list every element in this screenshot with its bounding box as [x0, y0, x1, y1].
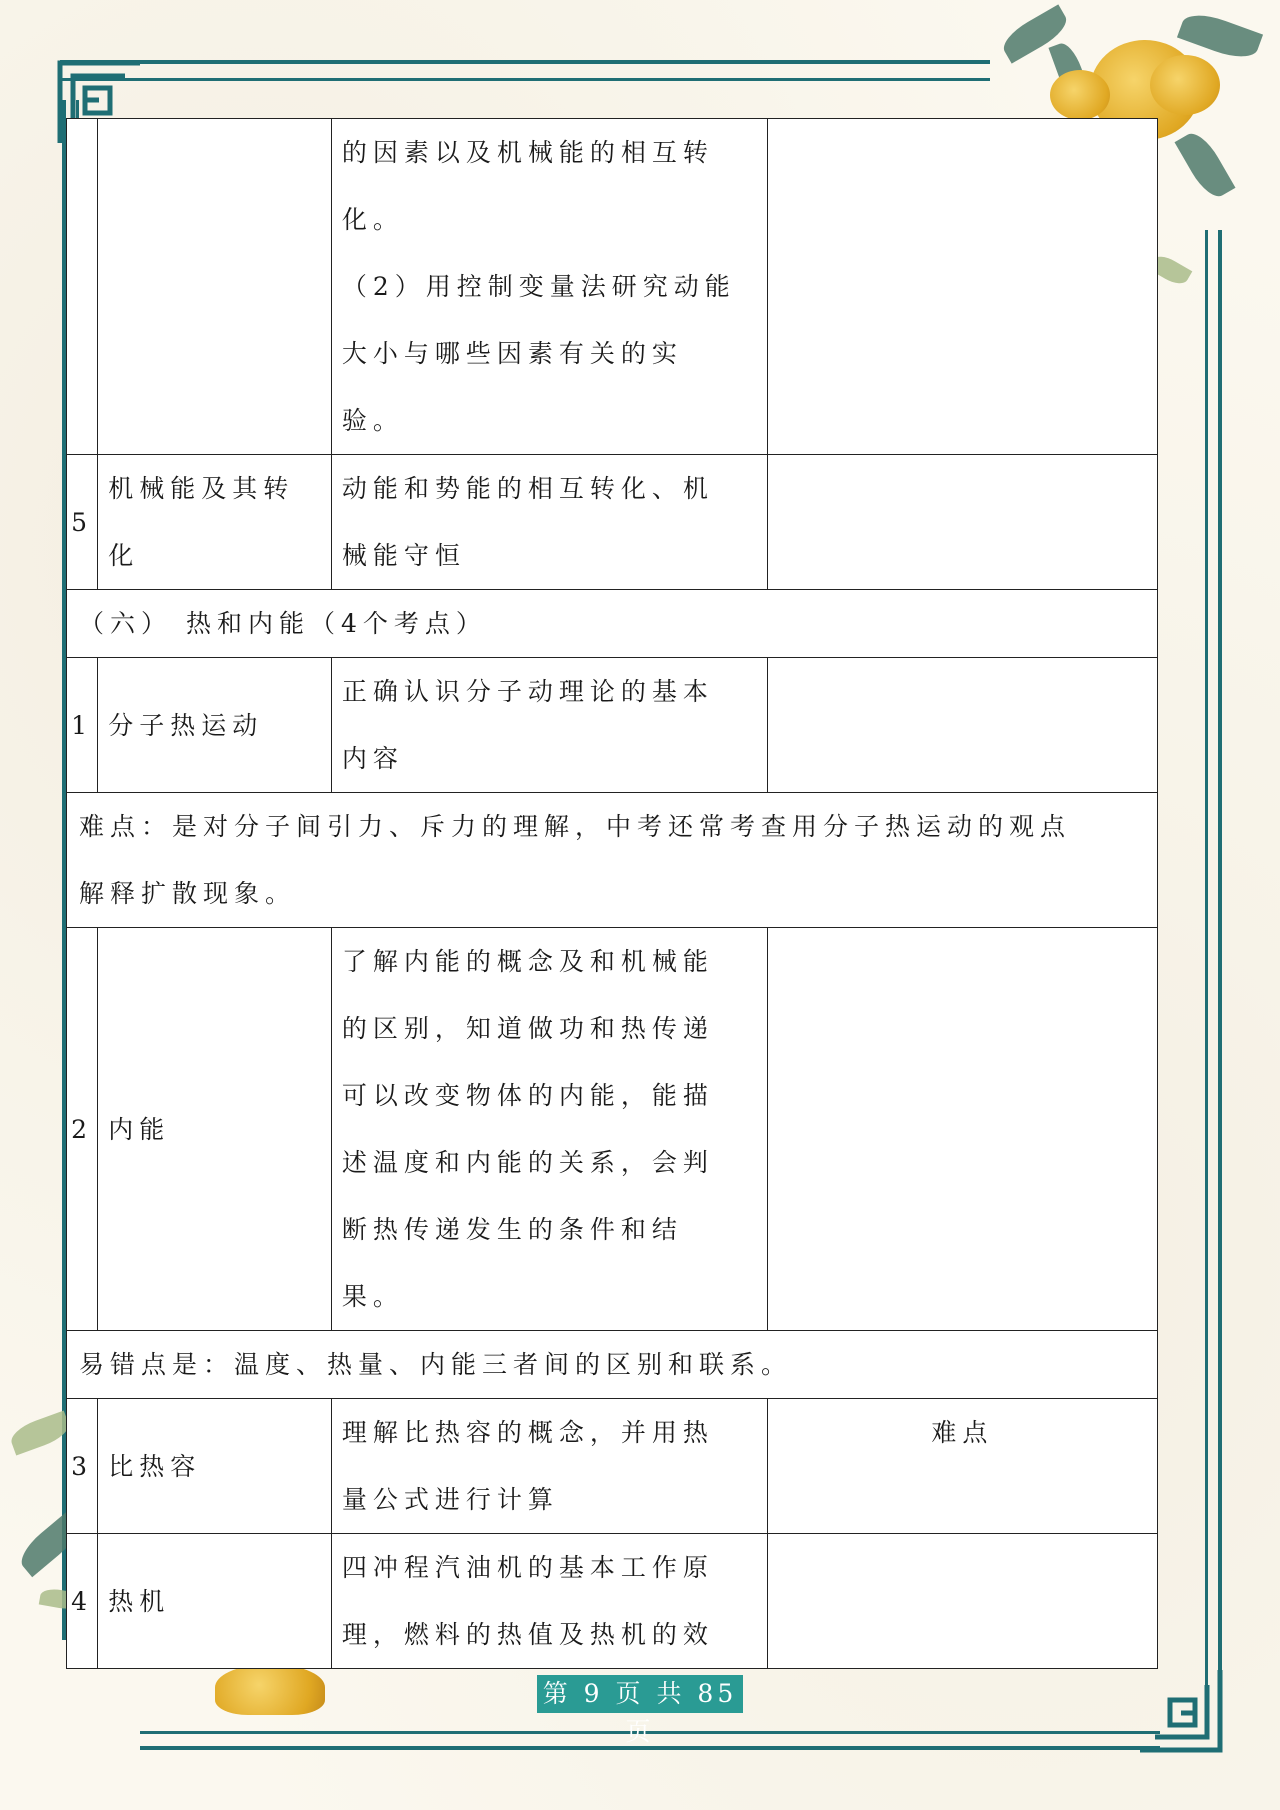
row-number-cell: 4	[67, 1534, 98, 1669]
table-row	[67, 455, 1158, 590]
requirement-cell	[331, 928, 767, 1331]
row-number-cell: 5	[67, 455, 98, 590]
requirement-line: 械能守恒	[341, 541, 466, 570]
requirement-cell	[331, 658, 767, 793]
section-header-row	[67, 590, 1158, 658]
requirement-line: 理解比热容的概念，并用热	[341, 1418, 714, 1447]
requirement-line: 化。	[341, 205, 404, 234]
note-line: 难点：是对分子间引力、斥力的理解，中考还常考查用分子热运动的观点	[79, 812, 1072, 841]
difficulty-note	[67, 793, 1158, 928]
requirement-line: 大小与哪些因素有关的实	[341, 339, 683, 368]
table-row	[67, 1399, 1158, 1534]
topic-line: 机械能及其转	[108, 474, 295, 503]
requirement-line: 的因素以及机械能的相互转	[341, 138, 714, 167]
requirement-cell	[331, 1399, 767, 1534]
requirement-cell	[331, 1534, 767, 1669]
table-row	[67, 119, 1158, 455]
note-cell: 难点	[767, 1399, 1157, 1534]
note-row	[67, 1331, 1158, 1399]
requirement-cell	[331, 455, 767, 590]
row-number-cell: 1	[67, 658, 98, 793]
note-cell	[767, 119, 1157, 455]
requirement-line: （2）用控制变量法研究动能	[341, 272, 736, 301]
note-cell	[767, 928, 1157, 1331]
requirement-line: 果。	[341, 1282, 404, 1311]
row-number-cell	[67, 119, 98, 455]
frame-corner-ornament-icon	[1135, 1665, 1225, 1755]
requirement-line: 的区别，知道做功和热传递	[341, 1014, 714, 1043]
requirement-line: 量公式进行计算	[341, 1485, 559, 1514]
topic-cell: 热机	[98, 1534, 332, 1669]
error-prone-note: 易错点是：温度、热量、内能三者间的区别和联系。	[67, 1331, 1158, 1399]
note-cell	[767, 1534, 1157, 1669]
topic-cell: 内能	[98, 928, 332, 1331]
row-number-cell: 2	[67, 928, 98, 1331]
topic-cell: 比热容	[98, 1399, 332, 1534]
requirement-line: 述温度和内能的关系，会判	[341, 1148, 714, 1177]
topic-line: 化	[108, 541, 140, 570]
note-line: 解释扩散现象。	[79, 879, 297, 908]
requirement-cell	[331, 119, 767, 455]
row-number-cell: 3	[67, 1399, 98, 1534]
frame-right-border	[1205, 230, 1222, 1700]
requirement-line: 验。	[341, 406, 404, 435]
section-title: （六） 热和内能（4个考点）	[67, 590, 1158, 658]
requirement-line: 理，燃料的热值及热机的效	[341, 1620, 714, 1649]
requirement-line: 可以改变物体的内能，能描	[341, 1081, 714, 1110]
requirement-line: 内容	[341, 744, 404, 773]
exam-points-table	[66, 118, 1158, 1669]
requirement-line: 断热传递发生的条件和结	[341, 1215, 683, 1244]
table-row	[67, 658, 1158, 793]
note-cell	[767, 658, 1157, 793]
topic-cell	[98, 119, 332, 455]
topic-cell	[98, 455, 332, 590]
requirement-line: 了解内能的概念及和机械能	[341, 947, 714, 976]
requirement-line: 四冲程汽油机的基本工作原	[341, 1553, 714, 1582]
requirement-line: 正确认识分子动理论的基本	[341, 677, 714, 706]
topic-cell: 分子热运动	[98, 658, 332, 793]
table-row	[67, 928, 1158, 1331]
table-row	[67, 1534, 1158, 1669]
page-number-footer: 第 9 页 共 85 页	[537, 1675, 743, 1713]
frame-top-border	[60, 60, 990, 81]
requirement-line: 动能和势能的相互转化、机	[341, 474, 714, 503]
note-row	[67, 793, 1158, 928]
note-cell	[767, 455, 1157, 590]
